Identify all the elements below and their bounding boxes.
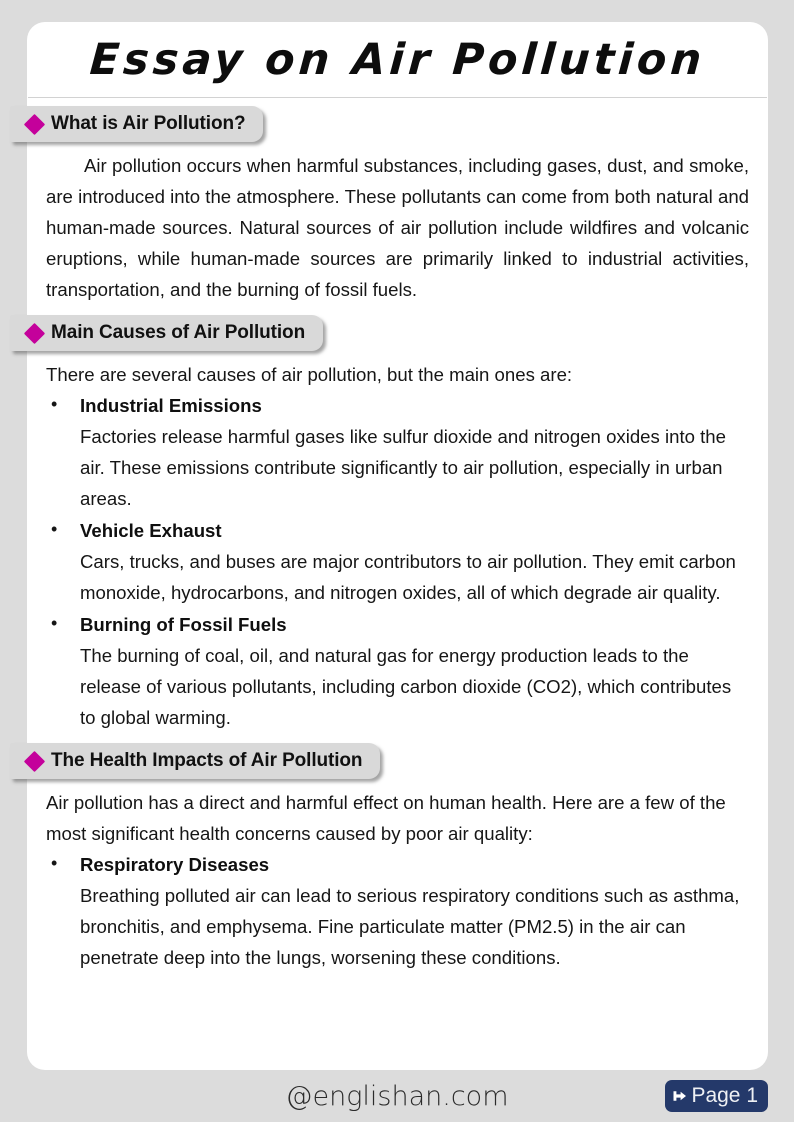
list-item-title: • Burning of Fossil Fuels: [80, 614, 287, 635]
section-health-impacts: [27, 743, 768, 973]
section-heading-text: The Health Impacts of Air Pollution: [51, 750, 363, 771]
list-item: [46, 390, 749, 514]
list-item-body: Breathing polluted air can lead to serious respiratory conditions such as asthma, bronchitis, and emphysema. Fine particulate matter (PM2.5) in the air can penetrate deep into the lungs, worsening these conditions.: [80, 885, 740, 968]
list-item-title: • Industrial Emissions: [80, 395, 262, 416]
health-impacts-list: [27, 849, 768, 973]
causes-list: [27, 390, 768, 733]
section-paragraph: There are several causes of air pollution, but the main ones are:: [46, 364, 573, 385]
list-item-title: • Respiratory Diseases: [80, 854, 270, 875]
section-header-badge: [10, 315, 323, 351]
document-content: [27, 106, 768, 983]
section-paragraph: Air pollution occurs when harmful substances, including gases, dust, and smoke, are introduced into the atmosphere. These pollutants can come from both natural and human-made sources. Natural sources of air pollution include wildfires and volcanic eruptions, while human-made sources are primarily linked to industrial activities, transportation, and the burning of fossil fuels.: [46, 155, 749, 300]
section-heading-text: Main Causes of Air Pollution: [51, 322, 306, 343]
arrow-right-icon: [672, 1088, 688, 1104]
list-item-body: Cars, trucks, and buses are major contributors to air pollution. They emit carbon monoxide, hydrocarbons, and nitrogen oxides, all of which degrade air quality.: [80, 551, 736, 603]
list-item-body: Factories release harmful gases like sulfur dioxide and nitrogen oxides into the air. These emissions contribute significantly to air pollution, especially in urban areas.: [80, 426, 726, 509]
list-item: [46, 609, 749, 733]
section-main-causes: [27, 315, 768, 733]
list-item: [46, 849, 749, 973]
page-footer: [0, 1070, 794, 1122]
section-header-badge: [10, 743, 380, 779]
title-area: [27, 22, 768, 97]
section-what-is-air-pollution: [27, 106, 768, 305]
page-title: Essay on Air Pollution: [88, 34, 707, 85]
diamond-bullet-icon: [24, 750, 45, 771]
diamond-bullet-icon: [24, 113, 45, 134]
title-divider: [28, 97, 767, 98]
list-item: [46, 515, 749, 608]
section-paragraph: Air pollution has a direct and harmful effect on human health. Here are a few of the most significant health concerns caused by poor air quality:: [46, 792, 726, 844]
list-item-body: The burning of coal, oil, and natural gas for energy production leads to the release of various pollutants, including carbon dioxide (CO2), which contributes to global warming.: [80, 645, 732, 728]
list-item-title: • Vehicle Exhaust: [80, 520, 222, 541]
diamond-bullet-icon: [24, 322, 45, 343]
page-number-badge: [665, 1080, 768, 1112]
site-watermark: @englishan.com: [285, 1080, 509, 1112]
section-header-badge: [10, 106, 263, 142]
section-heading-text: What is Air Pollution?: [51, 113, 246, 134]
document-page-card: [27, 22, 768, 1070]
page-number-label: Page 1: [691, 1084, 758, 1107]
